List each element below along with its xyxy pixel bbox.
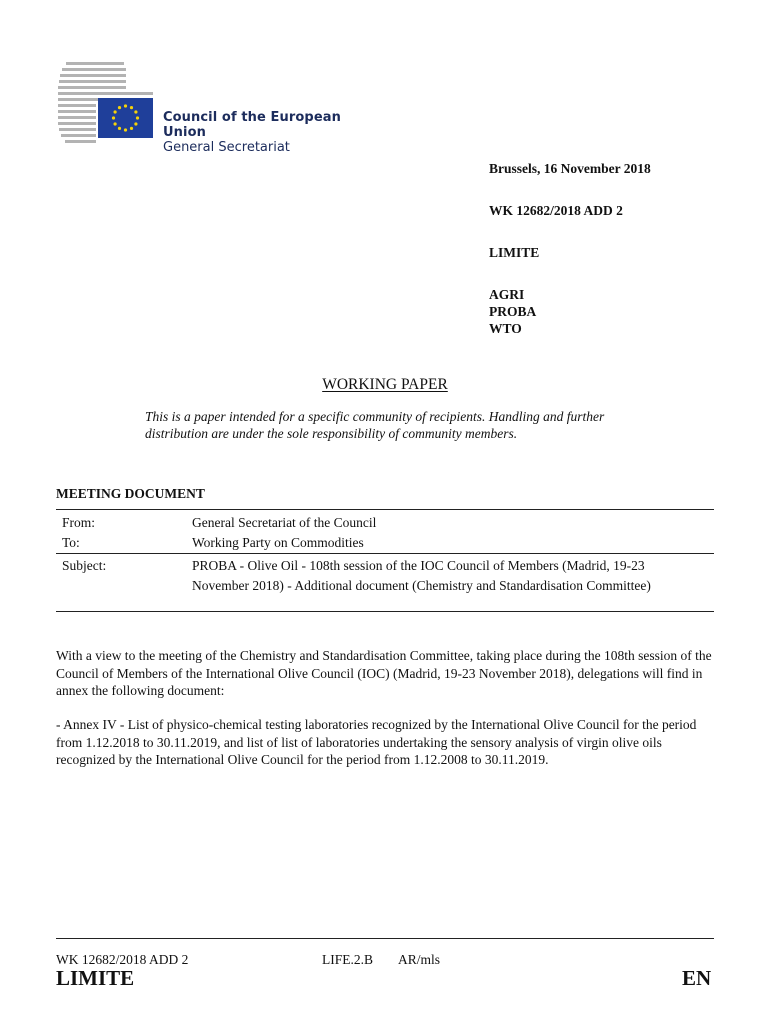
body-paragraph: - Annex IV - List of physico-chemical testing laboratories recognized by the International Olive Council for the period from 1.12.2018 to 30.11.2019, and list of list of laboratories undertaking the sensory analysis of virgin olive oils recognized by the International Olive Council for the period from 1.12.2008 to 30.11.2019. [56, 717, 697, 767]
divider [56, 553, 714, 554]
to-value: Working Party on Commodities [192, 535, 364, 550]
eu-flag-building-icon [58, 58, 158, 148]
subject-value: PROBA - Olive Oil - 108th session of the IOC Council of Members (Madrid, 19-23 November 2018) - Additional document (Chemistry and Standardisation Committee) [192, 558, 651, 593]
code-item: AGRI [489, 287, 525, 302]
from-value: General Secretariat of the Council [192, 515, 377, 530]
org-subname: General Secretariat [163, 140, 290, 155]
divider [56, 611, 714, 612]
footer-classification: LIMITE [56, 966, 135, 990]
footer-unit: LIFE.2.B [322, 952, 374, 967]
subject-codes [489, 286, 536, 337]
classification: LIMITE [489, 245, 540, 260]
place-date: Brussels, 16 November 2018 [489, 161, 651, 176]
subject-label: Subject: [62, 558, 107, 573]
footer-reference: WK 12682/2018 ADD 2 [56, 952, 189, 967]
logo-text [163, 110, 378, 155]
code-item: PROBA [489, 304, 537, 319]
to-label: To: [62, 535, 80, 550]
body-paragraph: With a view to the meeting of the Chemistry and Standardisation Committee, taking place during the 108th session of the Council of Members of the International Olive Council (IOC) (Madrid, 19-23 November 2018), delegations will find in annex the following document: [56, 648, 712, 698]
document-type: MEETING DOCUMENT [56, 486, 205, 501]
org-name: Council of the European Union [163, 110, 341, 140]
footer-divider [56, 938, 714, 939]
divider [56, 509, 714, 510]
from-label: From: [62, 515, 96, 530]
disclaimer: This is a paper intended for a specific community of recipients. Handling and further distribution are under the sole responsibility of community members. [145, 409, 605, 441]
council-logo [58, 58, 378, 155]
page-title: WORKING PAPER [322, 376, 448, 393]
footer-initials: AR/mls [398, 952, 441, 967]
document-reference: WK 12682/2018 ADD 2 [489, 203, 623, 218]
code-item: WTO [489, 321, 522, 336]
footer-language: EN [682, 966, 712, 990]
